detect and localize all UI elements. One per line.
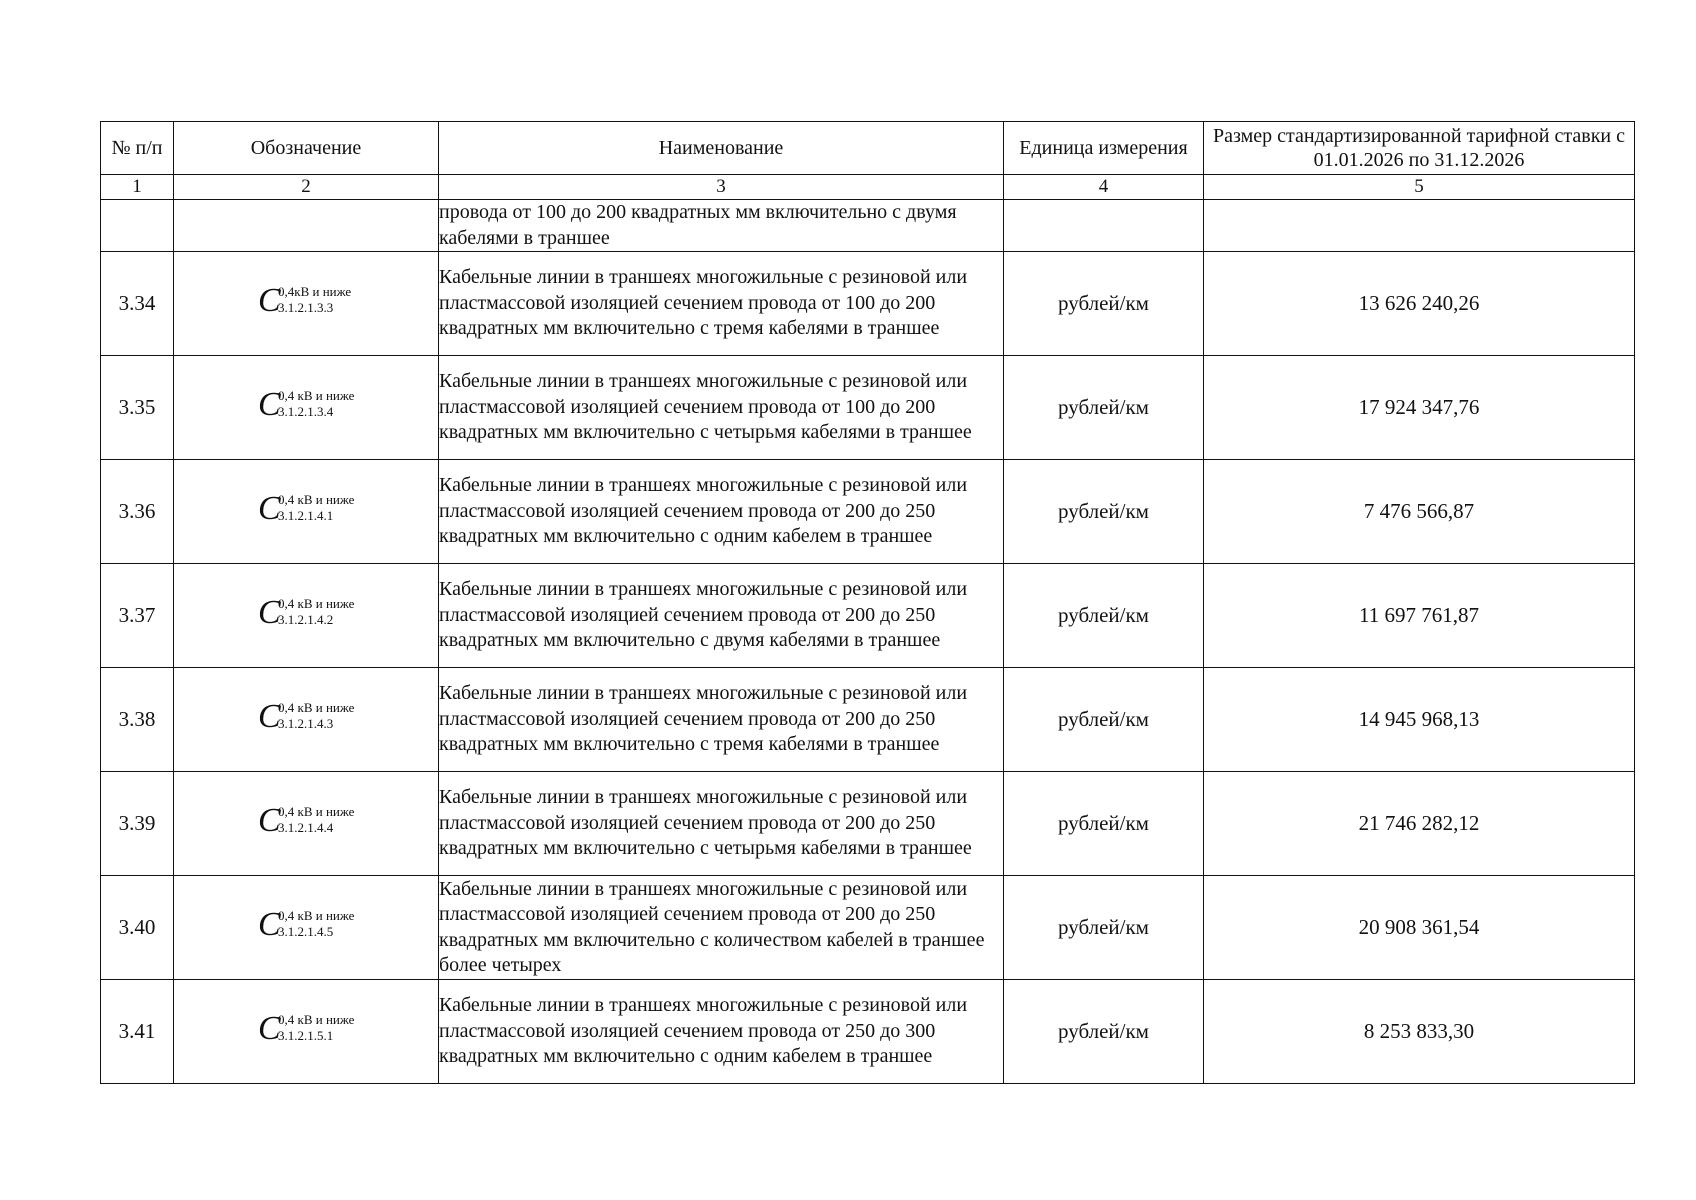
- row-name: Кабельные линии в траншеях многожильные с резиновой или пластмассовой изоляцией сечением провода от 100 до 200 квадратных мм включительно с тремя кабелями в траншее: [439, 252, 1004, 356]
- column-number: 4: [1004, 175, 1204, 200]
- designation-symbol: [246, 489, 366, 529]
- table-row: [101, 772, 1635, 876]
- designation-subscript: 3.1.2.1.4.3: [278, 716, 334, 731]
- row-rate: 13 626 240,26: [1204, 252, 1635, 356]
- column-number: 5: [1204, 175, 1635, 200]
- header-rate: Размер стандартизированной тарифной ставки с 01.01.2026 по 31.12.2026: [1204, 122, 1635, 175]
- row-name: Кабельные линии в траншеях многожильные с резиновой или пластмассовой изоляцией сечением провода от 200 до 250 квадратных мм включительно с двумя кабелями в траншее: [439, 564, 1004, 668]
- designation-symbol: [246, 801, 366, 841]
- designation-symbol: [246, 281, 366, 321]
- row-unit: рублей/км: [1004, 668, 1204, 772]
- row-rate: 20 908 361,54: [1204, 876, 1635, 980]
- row-rate: 21 746 282,12: [1204, 772, 1635, 876]
- designation-subscript: 3.1.2.1.4.2: [278, 612, 334, 627]
- column-number: 3: [439, 175, 1004, 200]
- header-name: Наименование: [439, 122, 1004, 175]
- row-rate: 11 697 761,87: [1204, 564, 1635, 668]
- row-unit: рублей/км: [1004, 772, 1204, 876]
- designation-symbol: [246, 385, 366, 425]
- row-name: Кабельные линии в траншеях многожильные с резиновой или пластмассовой изоляцией сечением провода от 100 до 200 квадратных мм включительно с четырьмя кабелями в траншее: [439, 356, 1004, 460]
- designation-superscript: 0,4 кВ и ниже: [278, 908, 355, 923]
- table-row: [101, 564, 1635, 668]
- designation-letter: C: [258, 490, 281, 527]
- column-number: 2: [174, 175, 439, 200]
- row-name: Кабельные линии в траншеях многожильные с резиновой или пластмассовой изоляцией сечением провода от 200 до 250 квадратных мм включительно с одним кабелем в траншее: [439, 460, 1004, 564]
- designation-superscript: 0,4кВ и ниже: [278, 284, 352, 299]
- designation-subscript: 3.1.2.1.4.1: [278, 508, 334, 523]
- designation-letter: C: [258, 802, 281, 839]
- table-row: [101, 460, 1635, 564]
- row-number: 3.34: [101, 252, 174, 356]
- row-number: 3.38: [101, 668, 174, 772]
- header-no: № п/п: [101, 122, 174, 175]
- header-designation: Обозначение: [174, 122, 439, 175]
- designation-subscript: 3.1.2.1.3.4: [278, 404, 334, 419]
- designation-subscript: 3.1.2.1.4.4: [278, 820, 334, 835]
- table-row: [101, 252, 1635, 356]
- row-unit: рублей/км: [1004, 876, 1204, 980]
- table-row: [101, 876, 1635, 980]
- row-name: провода от 100 до 200 квадратных мм включительно с двумя кабелями в траншее: [439, 200, 1004, 252]
- designation-letter: C: [258, 282, 281, 319]
- row-number: 3.36: [101, 460, 174, 564]
- row-number: 3.37: [101, 564, 174, 668]
- designation-superscript: 0,4 кВ и ниже: [278, 700, 355, 715]
- row-designation: [174, 668, 439, 772]
- row-number: 3.35: [101, 356, 174, 460]
- designation-superscript: 0,4 кВ и ниже: [278, 1012, 355, 1027]
- row-rate: 17 924 347,76: [1204, 356, 1635, 460]
- designation-symbol: [246, 1009, 366, 1049]
- row-designation: [174, 980, 439, 1084]
- column-number: 1: [101, 175, 174, 200]
- designation-letter: C: [258, 594, 281, 631]
- designation-subscript: 3.1.2.1.5.1: [278, 1028, 334, 1043]
- row-name: Кабельные линии в траншеях многожильные с резиновой или пластмассовой изоляцией сечением провода от 200 до 250 квадратных мм включительно с количеством кабелей в траншее более четырех: [439, 876, 1004, 980]
- designation-subscript: 3.1.2.1.3.3: [278, 300, 334, 315]
- row-designation: [174, 356, 439, 460]
- header-unit: Единица измерения: [1004, 122, 1204, 175]
- row-name: Кабельные линии в траншеях многожильные с резиновой или пластмассовой изоляцией сечением провода от 250 до 300 квадратных мм включительно с одним кабелем в траншее: [439, 980, 1004, 1084]
- row-unit: рублей/км: [1004, 356, 1204, 460]
- designation-letter: C: [258, 1010, 281, 1047]
- row-number: 3.39: [101, 772, 174, 876]
- table-row: [101, 668, 1635, 772]
- row-name: Кабельные линии в траншеях многожильные с резиновой или пластмассовой изоляцией сечением провода от 200 до 250 квадратных мм включительно с четырьмя кабелями в траншее: [439, 772, 1004, 876]
- designation-superscript: 0,4 кВ и ниже: [278, 596, 355, 611]
- row-unit: [1004, 200, 1204, 252]
- row-rate: 8 253 833,30: [1204, 980, 1635, 1084]
- designation-subscript: 3.1.2.1.4.5: [278, 924, 334, 939]
- header-row: [101, 122, 1635, 175]
- row-number: 3.41: [101, 980, 174, 1084]
- continuation-row: [101, 200, 1635, 252]
- designation-superscript: 0,4 кВ и ниже: [278, 492, 355, 507]
- tariff-rates-table: [100, 121, 1635, 1084]
- designation-letter: C: [258, 386, 281, 423]
- designation-symbol: [246, 905, 366, 945]
- row-unit: рублей/км: [1004, 252, 1204, 356]
- designation-symbol: [246, 697, 366, 737]
- designation-superscript: 0,4 кВ и ниже: [278, 804, 355, 819]
- row-designation: [174, 200, 439, 252]
- designation-letter: C: [258, 906, 281, 943]
- row-unit: рублей/км: [1004, 564, 1204, 668]
- row-number: 3.40: [101, 876, 174, 980]
- row-designation: [174, 772, 439, 876]
- table-row: [101, 356, 1635, 460]
- row-number: [101, 200, 174, 252]
- column-number-row: [101, 175, 1635, 200]
- row-designation: [174, 564, 439, 668]
- row-designation: [174, 252, 439, 356]
- designation-superscript: 0,4 кВ и ниже: [278, 388, 355, 403]
- row-unit: рублей/км: [1004, 980, 1204, 1084]
- row-name: Кабельные линии в траншеях многожильные с резиновой или пластмассовой изоляцией сечением провода от 200 до 250 квадратных мм включительно с тремя кабелями в траншее: [439, 668, 1004, 772]
- row-rate: 14 945 968,13: [1204, 668, 1635, 772]
- designation-letter: C: [258, 698, 281, 735]
- row-rate: [1204, 200, 1635, 252]
- row-unit: рублей/км: [1004, 460, 1204, 564]
- row-designation: [174, 460, 439, 564]
- row-designation: [174, 876, 439, 980]
- row-rate: 7 476 566,87: [1204, 460, 1635, 564]
- designation-symbol: [246, 593, 366, 633]
- table-row: [101, 980, 1635, 1084]
